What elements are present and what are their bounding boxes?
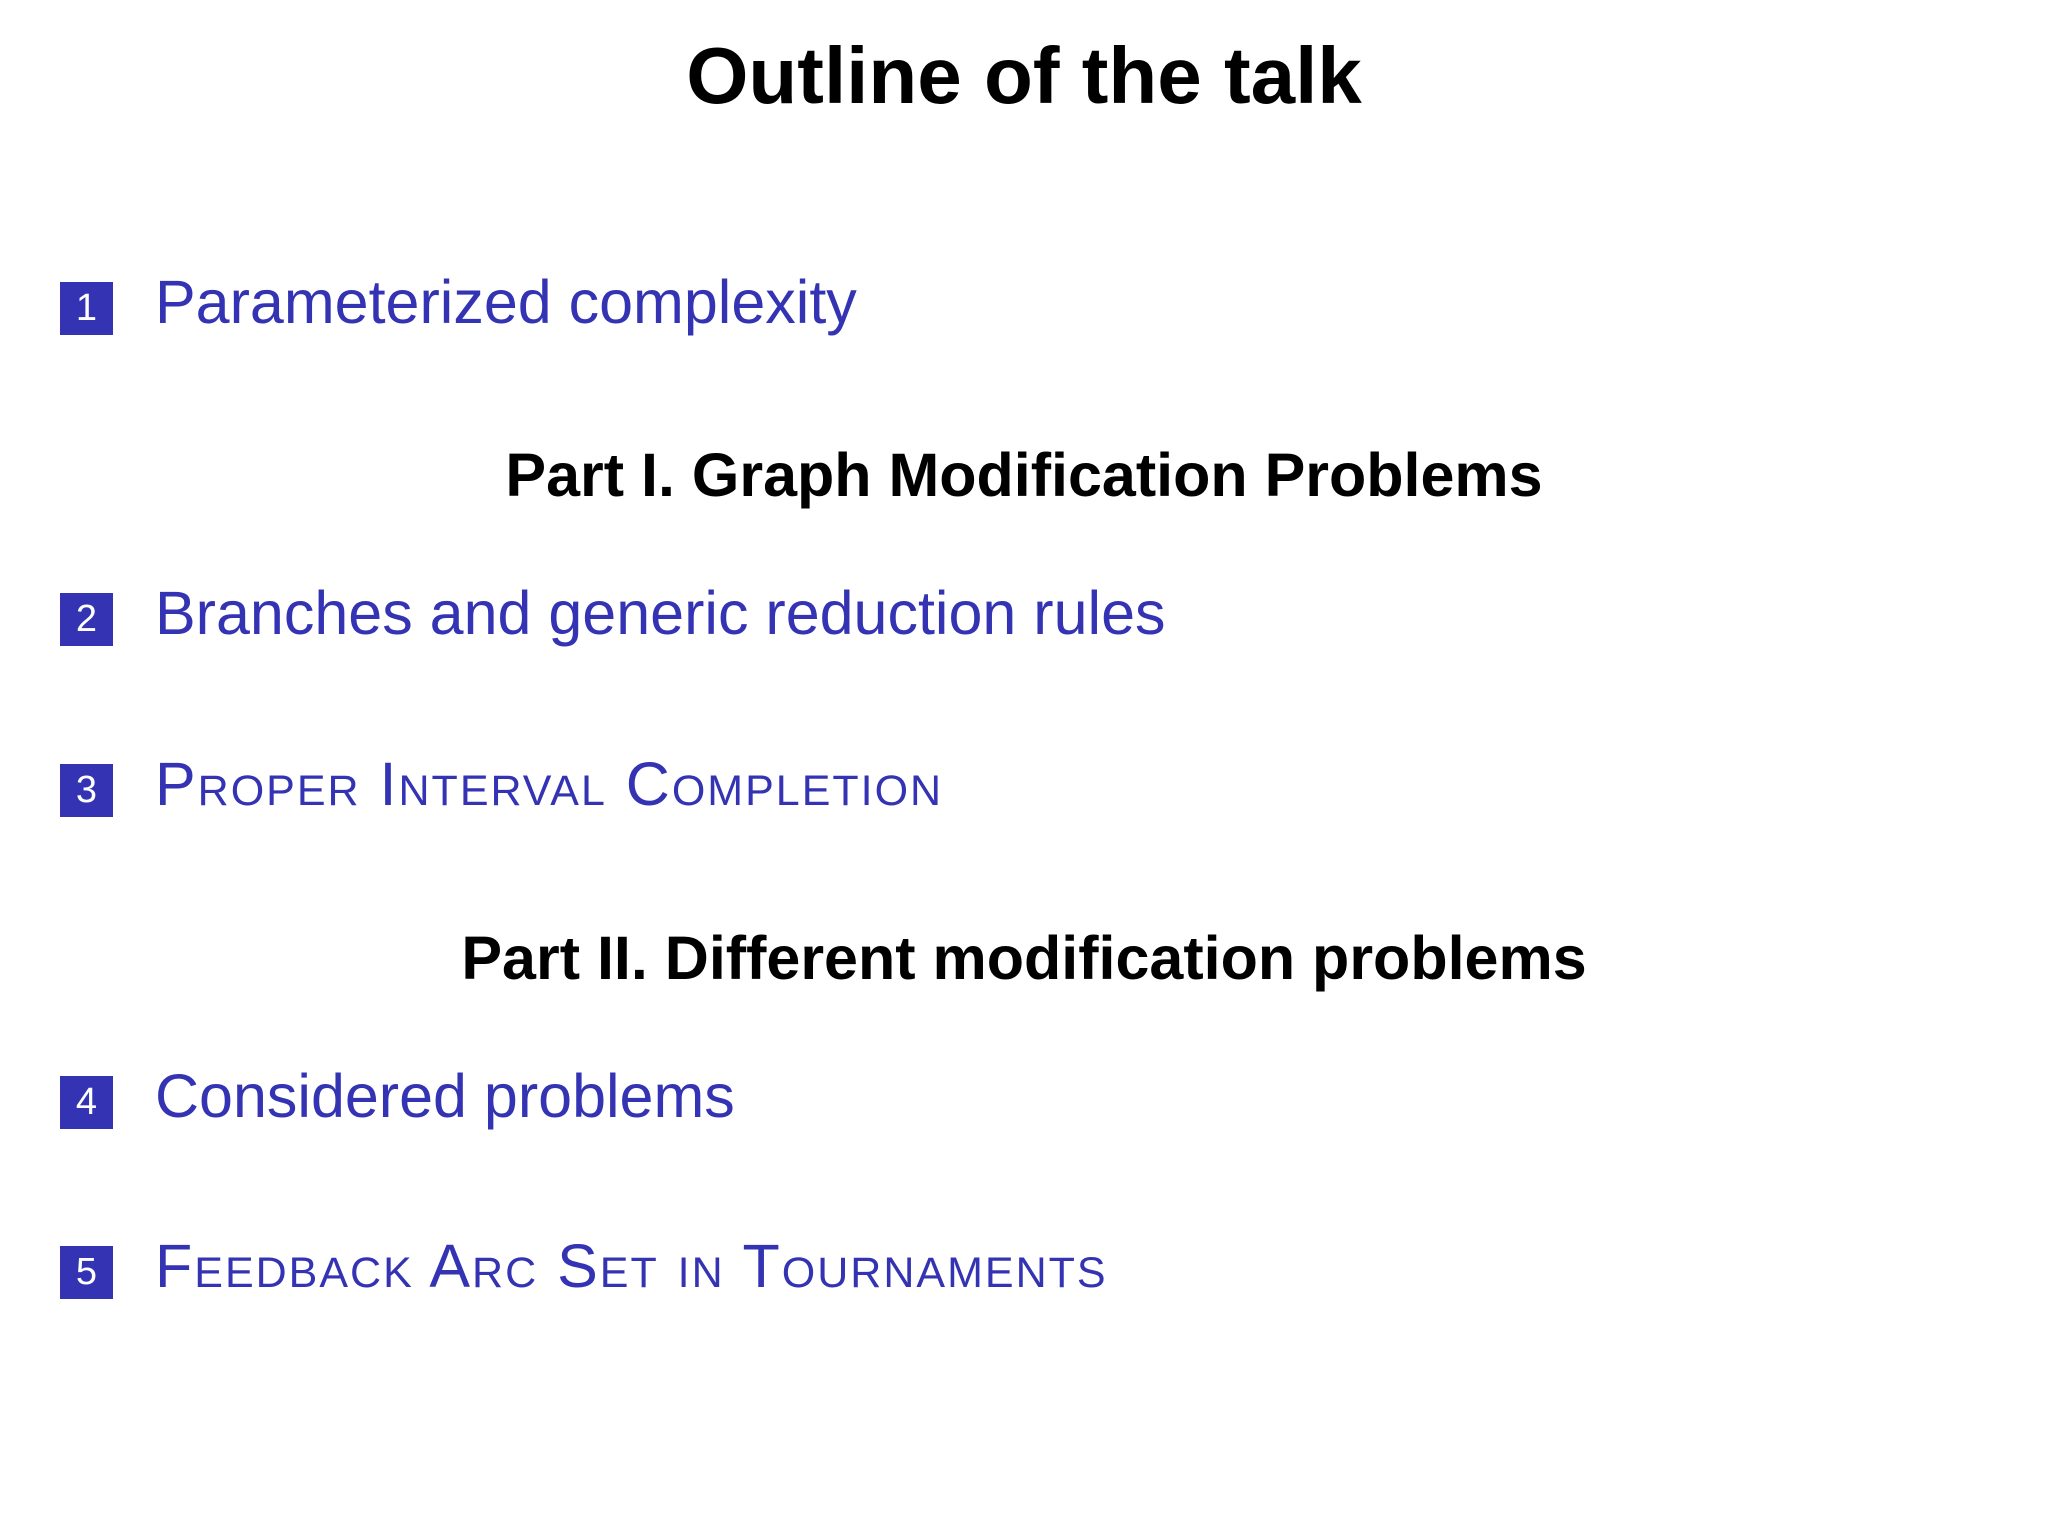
- section-number-badge: 1: [60, 282, 113, 335]
- slide-title: Outline of the talk: [686, 31, 1362, 120]
- section-label: Considered problems: [155, 1062, 735, 1130]
- toc-entry-4[interactable]: [60, 1056, 735, 1136]
- section-number-badge: 2: [60, 593, 113, 646]
- part-heading-2: Part II. Different modification problems: [461, 924, 1587, 992]
- section-label: Proper Interval Completion: [155, 750, 944, 818]
- section-label: Branches and generic reduction rules: [155, 579, 1166, 647]
- toc-entry-3[interactable]: [60, 744, 943, 824]
- section-label: Feedback Arc Set in Tournaments: [155, 1232, 1108, 1300]
- section-number-badge: 5: [60, 1246, 113, 1299]
- section-label: Parameterized complexity: [155, 268, 857, 336]
- section-number-badge: 3: [60, 764, 113, 817]
- toc-entry-1[interactable]: [60, 262, 857, 342]
- section-number-badge: 4: [60, 1076, 113, 1129]
- toc-entry-5[interactable]: [60, 1226, 1108, 1306]
- part-heading-1: Part I. Graph Modification Problems: [505, 441, 1543, 509]
- toc-entry-2[interactable]: [60, 573, 1166, 653]
